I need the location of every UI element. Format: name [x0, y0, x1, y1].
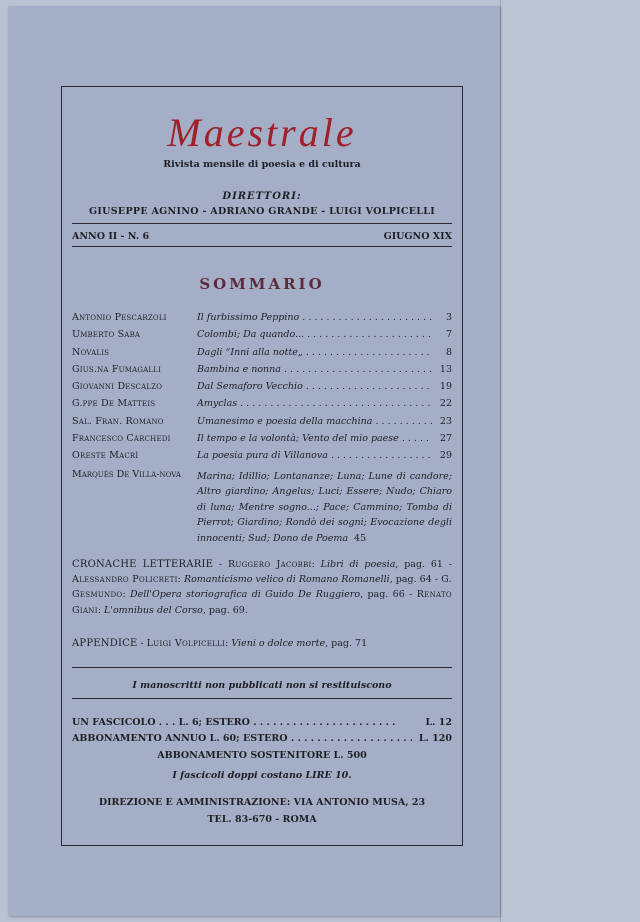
issue-line — [72, 231, 452, 242]
back-flap — [500, 0, 640, 922]
toc-page: 29 — [439, 450, 452, 462]
cronache-title: Romanticismo velico di Romano Romanelli — [183, 574, 390, 586]
toc-work-title: Marina; Idillio; Lontananze; Luna; Lune di candore; Altro giardino; Angelus; Luci; Essere; Nudo; Chiaro di luna; Mentre sogno...; Pace; Cammino; Tomba di Pierrot; Giardino; Rondò dei sogni; Evocazione degli innocenti; Sud; Dono de Poema — [197, 470, 452, 545]
cronache-section: CRONACHE LETTERARIE - Ruggero Jacobbi: Libri di poesia, pag. 61 - Alessandro Policreti: Romanticismo velico di Romano Romanelli, pag. 64 - G. Gesmundo: Dell'Opera storiografica di Guido De Ruggiero, pag. 66 - Renato Giani: L'omnibus del Corso, pag. 69. — [72, 559, 452, 616]
phone-line: TEL. 83-670 - ROMA — [207, 814, 317, 825]
toc-work — [197, 469, 452, 547]
divider — [72, 698, 452, 699]
cronache-title: L'omnibus del Corso — [104, 604, 203, 616]
address-line: DIREZIONE E AMMINISTRAZIONE: VIA ANTONIO MUSA, 23 — [98, 797, 426, 808]
toc-entry — [72, 450, 452, 467]
cronache-page: , pag. 66 - — [360, 589, 417, 601]
price-single-issue — [72, 717, 452, 728]
price-annual — [72, 733, 452, 744]
toc-work: Colombi; Da quando... . . . — [197, 329, 432, 340]
appendice-heading: APPENDICE — [72, 638, 138, 649]
cronache-title: Libri di poesia — [320, 559, 396, 570]
toc-work: Dagli “Inni alla notte„ . . . — [197, 347, 432, 358]
toc-author: Francesco Carchedi — [72, 433, 171, 445]
cronache-author: G. Gesmundo — [72, 574, 452, 601]
divider — [72, 246, 452, 247]
toc-work: Il furbissimo Peppino . . . — [197, 312, 432, 323]
issue-number: ANNO II - N. 6 — [72, 231, 150, 242]
toc-entry — [72, 469, 452, 547]
cronache-author: Alessandro Policreti — [72, 574, 178, 586]
toc-work: Bambina e nonna . . . — [197, 364, 432, 375]
directors-names: GIUSEPPE AGNINO - ADRIANO GRANDE - LUIGI VOLPICELLI — [89, 206, 435, 217]
toc-author: Umberto Saba — [72, 329, 141, 341]
toc-entry — [72, 381, 452, 398]
divider — [72, 667, 452, 668]
contents-heading: SOMMARIO — [199, 275, 325, 293]
directors-label: DIRETTORI: — [222, 191, 302, 202]
issue-date: GIUGNO XIX — [383, 231, 452, 242]
toc-author: Marqués De Villa-nova — [72, 468, 181, 480]
toc-work: Dal Semaforo Vecchio . . . — [197, 381, 432, 392]
price-label: ABBONAMENTO ANNUO L. 60; ESTERO . . . — [72, 733, 412, 744]
toc-author: Sal. Fran. Romano — [72, 415, 164, 427]
toc-entry — [72, 433, 452, 450]
price-value: L. 12 — [425, 717, 452, 728]
cronache-page: , pag. 69. — [202, 604, 248, 616]
toc-work: Amyclas . . . — [197, 398, 432, 409]
appendice-section: APPENDICE - Luigi Volpicelli: Vieni o dolce morte, pag. 71 — [72, 638, 368, 649]
toc-page: 23 — [439, 415, 452, 427]
cronache-heading: CRONACHE LETTERARIE — [72, 559, 214, 570]
appendice-page: , pag. 71 — [325, 638, 368, 649]
cover-frame — [61, 86, 463, 846]
magazine-title: Maestrale — [167, 110, 357, 155]
price-label: UN FASCICOLO . . . L. 6; ESTERO . . . — [72, 717, 412, 728]
toc-page: 3 — [445, 312, 452, 323]
toc-entry — [72, 312, 452, 329]
toc-page: 13 — [439, 363, 452, 375]
toc-work: La poesia pura di Villanova . . . — [197, 450, 432, 461]
manuscript-notice: I manoscritti non pubblicati non si restituiscono — [132, 680, 392, 691]
toc-author: G.ppe De Matteis — [72, 398, 156, 410]
cronache-author: Renato Giani — [72, 589, 452, 616]
toc-author: Novalis — [72, 346, 110, 358]
toc-author: Oreste Macrì — [72, 450, 139, 462]
toc-page: 27 — [439, 433, 452, 445]
toc-page: 19 — [439, 381, 452, 393]
cronache-page: , pag. 61 - — [395, 559, 452, 570]
appendice-author: Luigi Volpicelli — [146, 638, 226, 649]
toc-author: Giovanni Descalzo — [72, 381, 163, 393]
toc-entry — [72, 398, 452, 415]
toc-page: 22 — [439, 398, 452, 410]
toc-work: Umanesimo e poesia della macchina . . . — [197, 416, 432, 427]
toc-entry — [72, 416, 452, 433]
toc-page: 7 — [445, 329, 452, 341]
cronache-title: Dell'Opera storiografica di Guido De Ruggiero — [130, 589, 361, 601]
toc-author: Gius.na Fumagalli — [72, 363, 162, 375]
toc-entry — [72, 364, 452, 381]
price-supporter: ABBONAMENTO SOSTENITORE L. 500 — [157, 750, 367, 761]
cronache-page: , pag. 64 - — [389, 574, 442, 586]
cronache-author: Ruggero Jacobbi — [227, 559, 312, 570]
toc-page: 8 — [445, 346, 452, 358]
toc-work: Il tempo e la volontà; Vento del mio paese . . . — [197, 433, 432, 444]
price-value: L. 120 — [418, 733, 452, 744]
toc-entry — [72, 329, 452, 346]
magazine-subtitle: Rivista mensile di poesia e di cultura — [163, 159, 361, 170]
double-issue-note: I fascicoli doppi costano LIRE 10. — [172, 770, 352, 781]
toc-page: 45 — [354, 533, 367, 545]
table-of-contents — [72, 312, 452, 547]
divider — [72, 223, 452, 224]
appendice-title: Vieni o dolce morte — [231, 638, 326, 649]
magazine-cover — [8, 6, 500, 916]
toc-author: Antonio Pescarzoli — [72, 312, 167, 323]
toc-entry — [72, 347, 452, 364]
